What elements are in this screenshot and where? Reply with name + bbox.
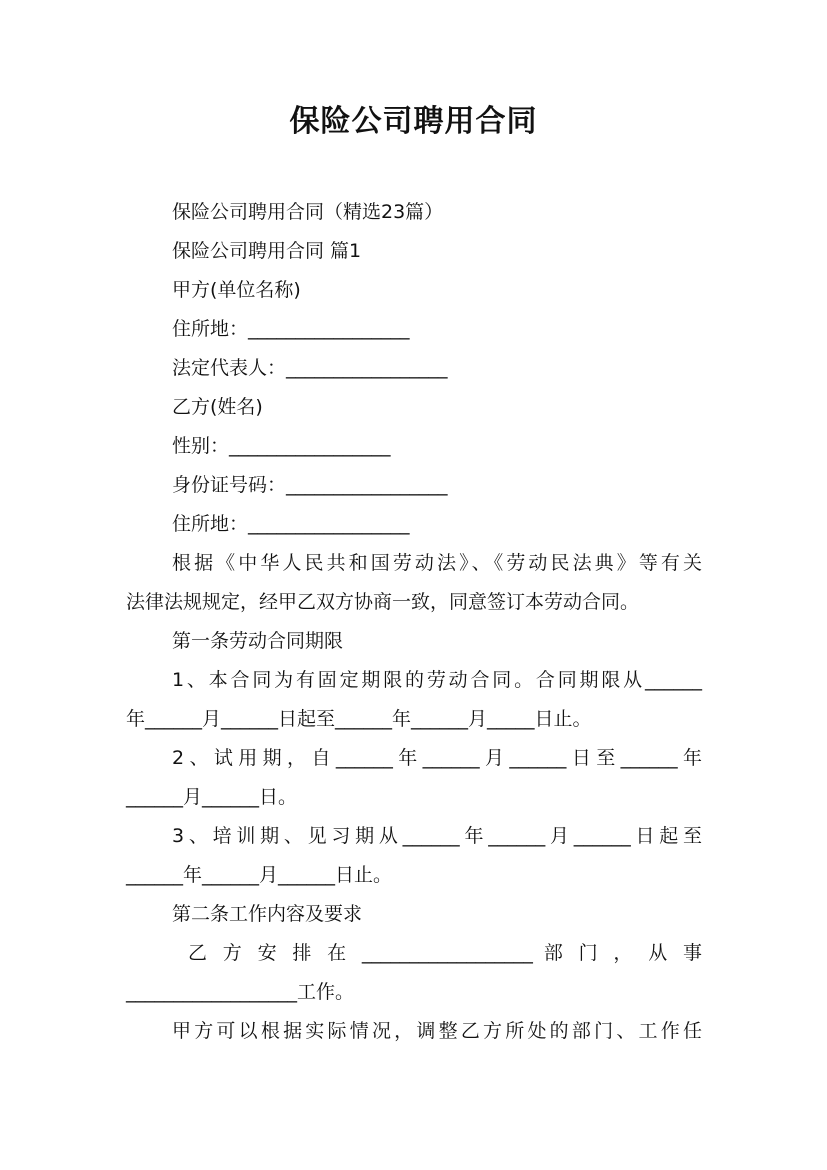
- paragraph-line: ______月______日。: [126, 786, 298, 808]
- section-heading: 保险公司聘用合同 篇1: [172, 240, 362, 262]
- legal-representative-line: 法定代表人：_________________: [172, 357, 448, 379]
- party-b-line: 乙方(姓名): [172, 396, 263, 418]
- paragraph-line: 2、试用期，自______年______月______日至______年: [172, 747, 702, 769]
- document-title: 保险公司聘用合同: [289, 104, 538, 139]
- party-a-line: 甲方(单位名称): [172, 279, 301, 301]
- subtitle-line: 保险公司聘用合同（精选23篇）: [172, 201, 444, 223]
- article-heading: 第一条劳动合同期限: [172, 630, 344, 652]
- paragraph-line: ______年______月______日止。: [126, 864, 393, 886]
- paragraph-line: 法律法规规定，经甲乙双方协商一致，同意签订本劳动合同。: [126, 591, 640, 613]
- paragraph-line: 年______月______日起至______年______月_____日止。: [126, 708, 592, 730]
- article-heading: 第二条工作内容及要求: [172, 903, 363, 925]
- id-number-line: 身份证号码：_________________: [172, 474, 448, 496]
- paragraph-line: 甲方可以根据实际情况，调整乙方所处的部门、工作任: [172, 1020, 702, 1042]
- paragraph-line: 乙 方 安 排 在 __________________ 部 门 ， 从 事: [188, 942, 702, 964]
- paragraph-line: 3、培训期、见习期从______年______月______日起至: [172, 825, 702, 847]
- paragraph-line: 1、本合同为有固定期限的劳动合同。合同期限从______: [172, 669, 702, 691]
- party-a-address-line: 住所地：_________________: [172, 318, 410, 340]
- gender-line: 性别：_________________: [172, 435, 391, 457]
- party-b-address-line: 住所地：_________________: [172, 513, 410, 535]
- paragraph-line: 根据《中华人民共和国劳动法》、《劳动民法典》等有关: [172, 552, 702, 574]
- paragraph-line: __________________工作。: [126, 981, 355, 1003]
